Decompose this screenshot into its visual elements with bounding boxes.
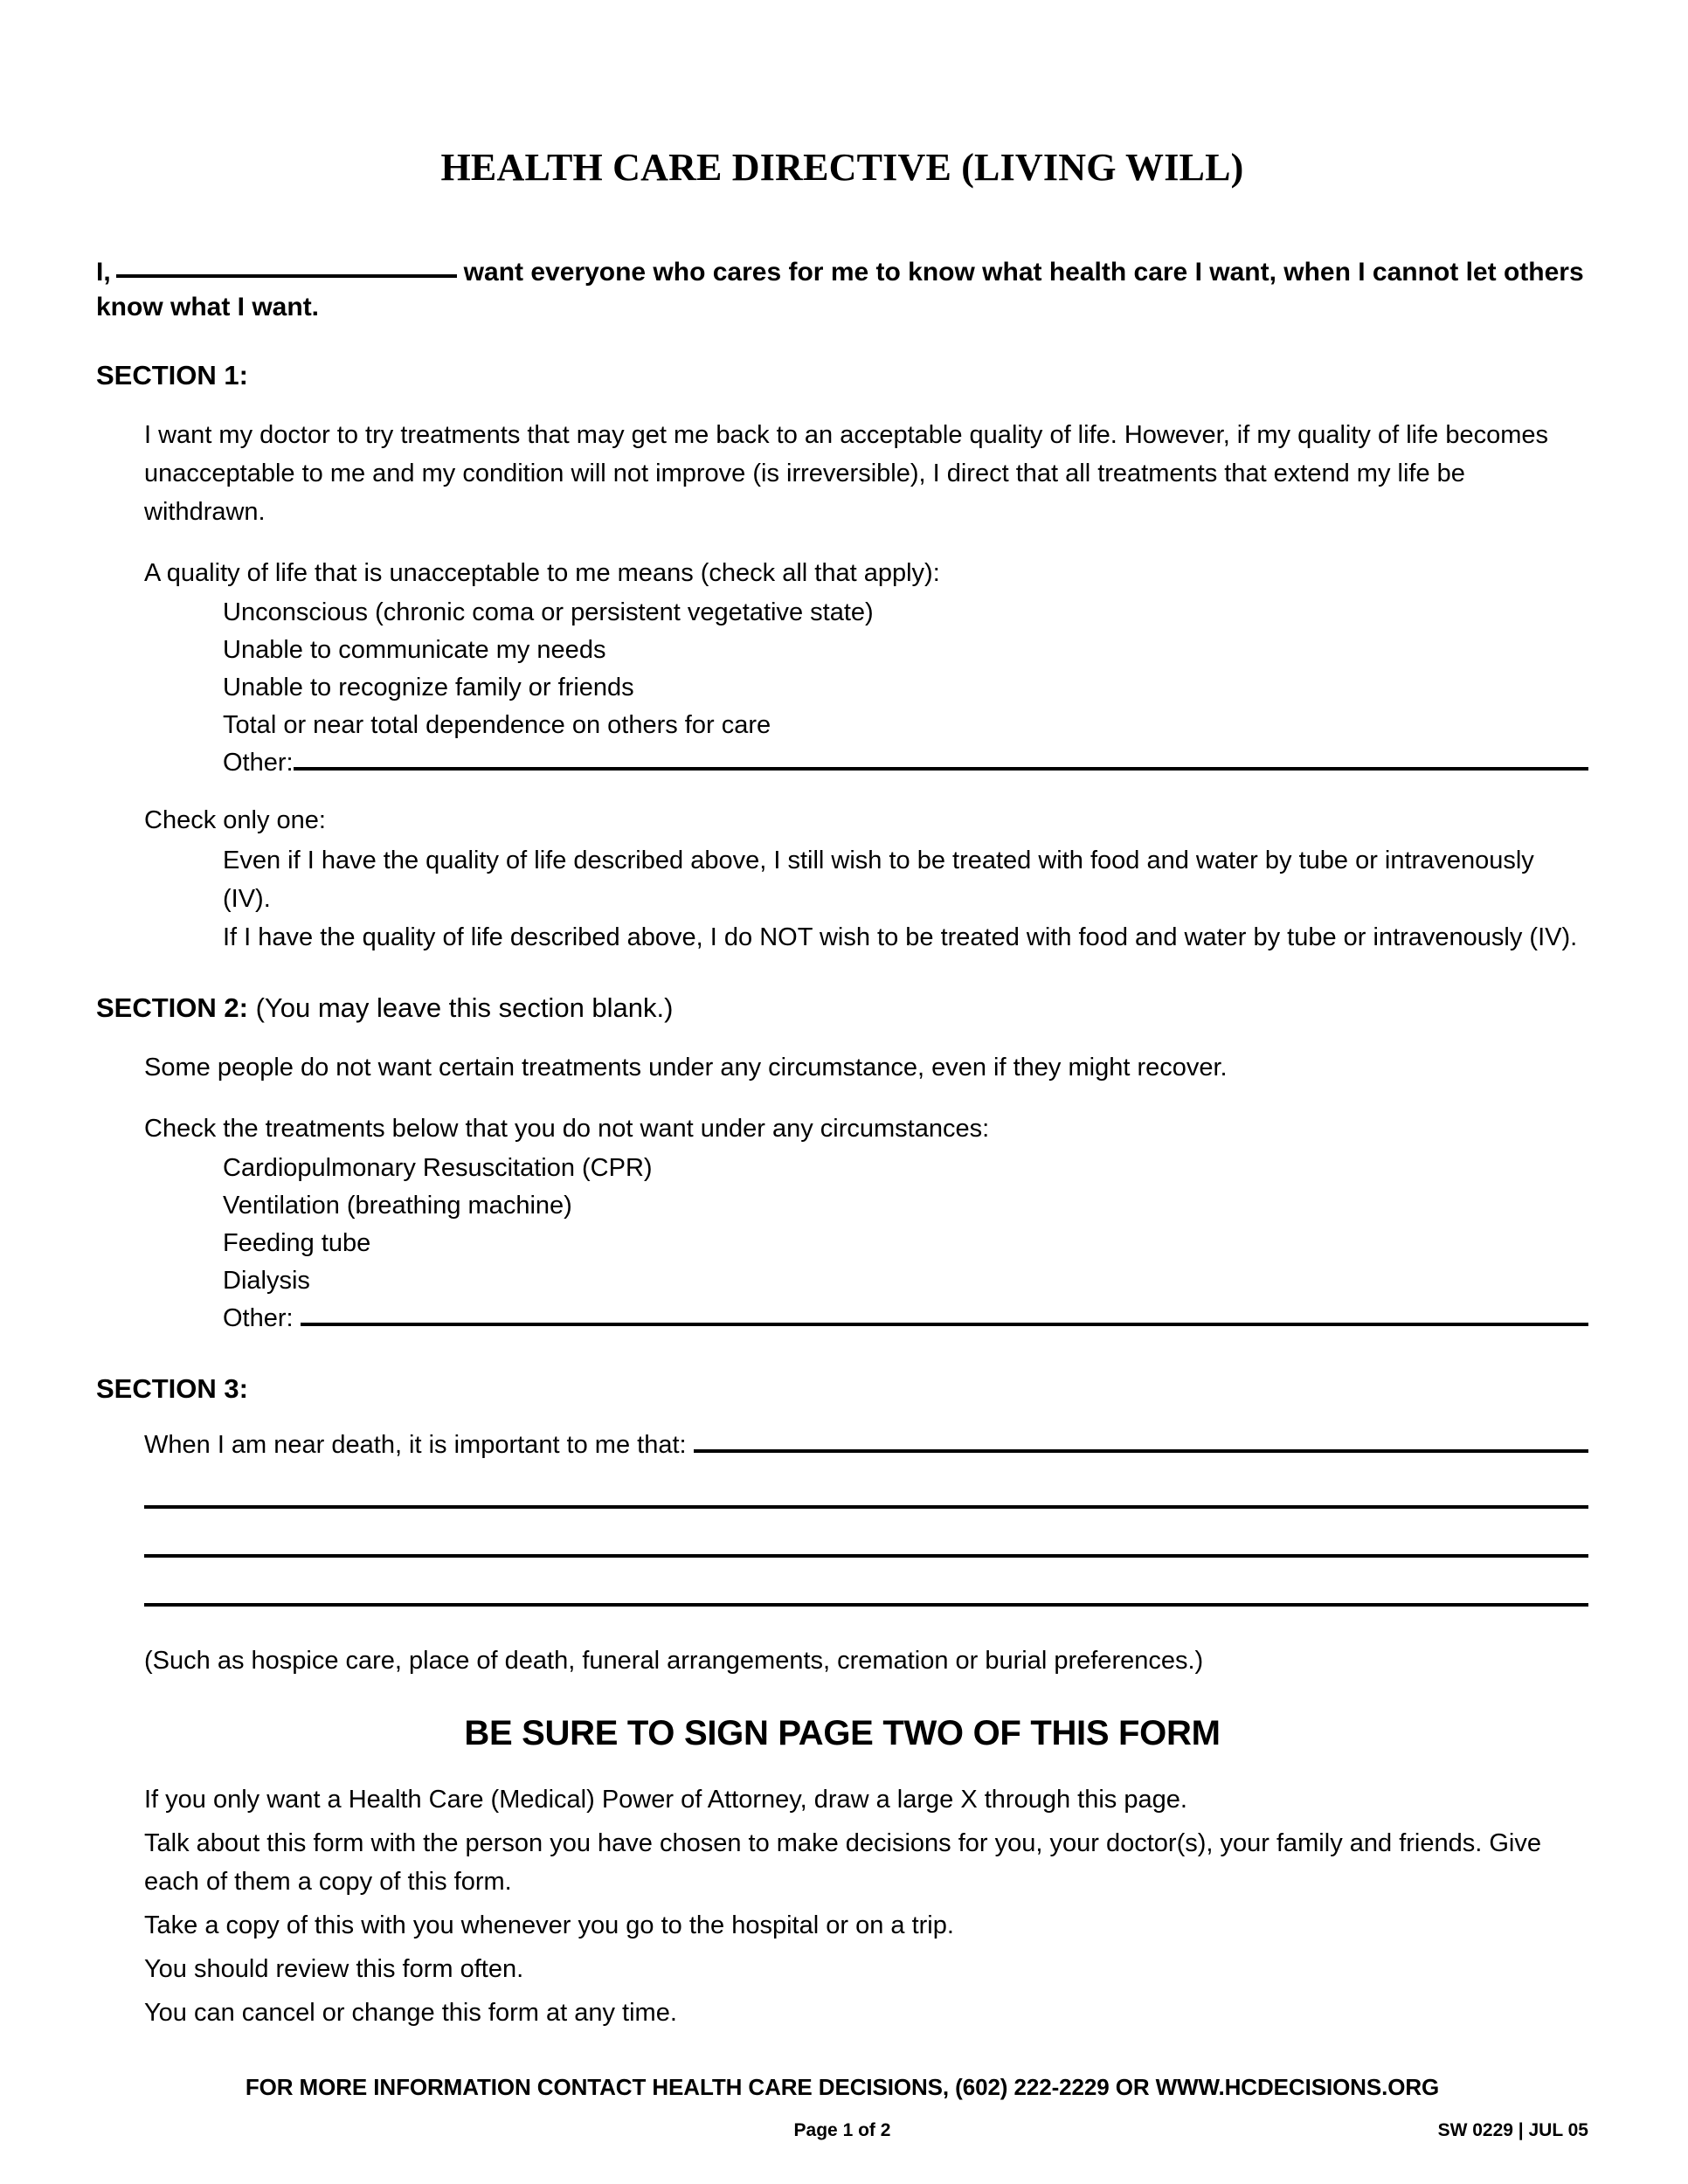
section-2-other-blank-line[interactable] xyxy=(301,1303,1588,1326)
page-title: HEALTH CARE DIRECTIVE (LIVING WILL) xyxy=(440,146,1244,189)
intro-prefix: I, xyxy=(96,258,111,287)
treatments-checklist xyxy=(223,1150,1588,1337)
instruction-line: Take a copy of this with you whenever you go to the hospital or on a trip. xyxy=(144,1911,954,1940)
section-3-blank-line-3[interactable] xyxy=(144,1554,1588,1558)
contact-info: FOR MORE INFORMATION CONTACT HEALTH CARE DECISIONS, (602) 222-2229 OR WWW.HCDECISIONS.ORG xyxy=(245,2074,1440,2101)
instruction-line: You can cancel or change this form at any time. xyxy=(144,1999,677,2028)
checklist-item[interactable]: Feeding tube xyxy=(223,1228,371,1257)
section-1-other-blank-line[interactable] xyxy=(294,748,1588,771)
section-2-other-row[interactable] xyxy=(223,1300,1588,1337)
checklist-item[interactable]: Cardiopulmonary Resuscitation (CPR) xyxy=(223,1154,653,1182)
section-3-prompt-row[interactable] xyxy=(144,1428,1588,1460)
check-only-one-label: Check only one: xyxy=(144,805,326,834)
section-2-paragraph-1: Some people do not want certain treatments under any circumstance, even if they might recover. xyxy=(144,1053,1228,1082)
intro-statement xyxy=(96,255,1588,324)
section-1-other-label: Other: xyxy=(223,748,294,777)
page-number: Page 1 of 2 xyxy=(793,2120,891,2141)
checklist-item[interactable]: Total or near total dependence on others for care xyxy=(223,710,771,739)
section-3-parenthetical: (Such as hospice care, place of death, funeral arrangements, cremation or burial preferences.) xyxy=(144,1647,1204,1676)
section-3-heading: SECTION 3: xyxy=(96,1372,248,1404)
footer xyxy=(96,2120,1588,2148)
section-2-paragraph-2: Check the treatments below that you do not want under any circumstances: xyxy=(144,1114,990,1143)
instruction-line: You should review this form often. xyxy=(144,1955,524,1984)
section-1-heading: SECTION 1: xyxy=(96,360,248,391)
section-2-other-label: Other: xyxy=(223,1303,301,1332)
name-blank-line[interactable] xyxy=(116,274,457,278)
checklist-item[interactable]: If I have the quality of life described above, I do NOT wish to be treated with food and water by tube or intravenously (IV). xyxy=(223,923,1578,952)
section-2-heading xyxy=(96,992,1588,1026)
checklist-item[interactable]: Unable to communicate my needs xyxy=(223,636,606,665)
quality-of-life-checklist xyxy=(223,594,1588,782)
section-1-paragraph-2: A quality of life that is unacceptable to me means (check all that apply): xyxy=(144,559,940,588)
instruction-line: If you only want a Health Care (Medical) Power of Attorney, draw a large X through this page. xyxy=(144,1785,1187,1814)
sign-page-two-banner: BE SURE TO SIGN PAGE TWO OF THIS FORM xyxy=(464,1713,1221,1752)
section-3-blank-line-2[interactable] xyxy=(144,1505,1588,1509)
checklist-item[interactable]: Unconscious (chronic coma or persistent vegetative state) xyxy=(223,598,874,627)
instruction-line: Talk about this form with the person you have chosen to make decisions for you, your doctor(s), your family and friends. Give each of them a copy of this form. xyxy=(144,1828,1541,1897)
section-1-paragraph-1: I want my doctor to try treatments that may get me back to an acceptable quality of life. However, if my quality of life becomes unacceptable to me and my condition will not improve (is irreversible), I direct that all treatments that extend my life be withdrawn. xyxy=(144,420,1549,527)
check-only-one-list xyxy=(223,841,1588,957)
checklist-item[interactable]: Dialysis xyxy=(223,1266,310,1295)
instructions-list xyxy=(144,1780,1588,2032)
checklist-item[interactable]: Unable to recognize family or friends xyxy=(223,674,634,702)
checklist-item[interactable]: Even if I have the quality of life described above, I still wish to be treated with food and water by tube or intravenously (IV). xyxy=(223,846,1534,913)
section-2-heading-note: (You may leave this section blank.) xyxy=(247,992,674,1024)
section-3-blank-line-4[interactable] xyxy=(144,1603,1588,1607)
checklist-item[interactable]: Ventilation (breathing machine) xyxy=(223,1191,572,1220)
section-3-blank-line-1[interactable] xyxy=(694,1428,1588,1453)
section-2-heading-label: SECTION 2: xyxy=(96,992,248,1024)
section-1-other-row[interactable] xyxy=(223,744,1588,782)
form-code: SW 0229 | JUL 05 xyxy=(1437,2120,1588,2141)
intro-suffix: want everyone who cares for me to know what health care I want, when I cannot let others know what I want. xyxy=(96,258,1584,321)
section-3-prompt-label: When I am near death, it is important to me that: xyxy=(144,1431,694,1460)
